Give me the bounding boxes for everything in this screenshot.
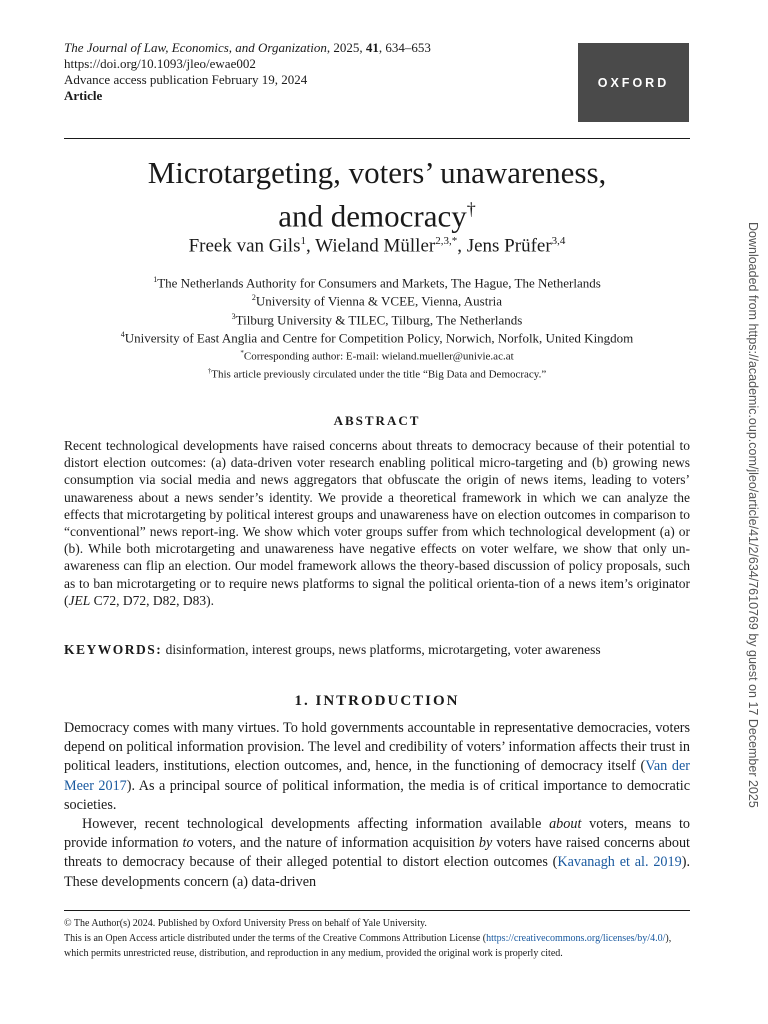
journal-volume: 41 (365, 40, 379, 55)
journal-year: , 2025, (326, 40, 366, 55)
oxford-logo[interactable]: OXFORD (578, 43, 689, 122)
author-separator: , (457, 235, 467, 257)
section-heading-introduction: 1. INTRODUCTION (294, 693, 460, 709)
citation-link[interactable]: Kavanagh et al. 2019 (557, 854, 682, 871)
affiliations (64, 272, 690, 345)
abstract-body: Recent technological developments have raised concerns about threats to democracy because of their potential to distort election outcomes: (a) data-driven voter research enabling political micro-targeting and (b) growing news consumption via social media and news aggregators that obfuscate the origin of news items, leading to voters’ unawareness about a news sender’s identity. We provide a theoretical framework in which we can analyze the effects that microtargeting by political interest groups and unawareness have on election outcomes in comparison to “conventional” news report-ing. We show which voter groups suffer from which technological development (a) or (b). While both microtargeting and unawareness have negative effects on voter welfare, we show that only un-awareness can flip an election. Our model framework allows the theory-based discussion of policy proposals, such as to ban microtargeting or to require news platforms to signal the political orienta-tion of a news item’s originator ( (64, 438, 690, 608)
copyright-notice: © The Author(s) 2024. Published by Oxford University Press on behalf of Yale University. (64, 918, 427, 929)
affiliation-2-mark: 2 (251, 293, 256, 303)
corresponding-mark: * (240, 349, 244, 357)
license-text: This is an Open Access article distributed under the terms of the Creative Commons Attribution License ( (64, 933, 487, 944)
title-line-2-text: and democracy (278, 198, 467, 234)
doi-link[interactable]: https://doi.org/10.1093/jleo/ewae002 (64, 56, 256, 71)
article-type: Article (64, 88, 103, 103)
intro-p2-text-c: voters, and the nature of information acquisition (193, 835, 479, 852)
affiliation-1-text: The Netherlands Authority for Consumers and Markets, The Hague, The Netherlands (157, 275, 601, 291)
license-text-end: ), which permits unrestricted reuse, distribution, and reproduction in any medium, provided the original work is properly cited. (64, 933, 672, 959)
abstract-heading: ABSTRACT (333, 413, 421, 428)
abstract-text (64, 437, 690, 609)
journal-pages: , 634–653 (378, 40, 431, 55)
title-footnote-mark[interactable]: † (466, 199, 476, 219)
corresponding-text[interactable]: Corresponding author: E-mail: wieland.mueller@univie.ac.at (243, 350, 514, 363)
license-link[interactable]: https://creativecommons.org/licenses/by/4.0/ (486, 933, 666, 944)
intro-paragraph-1 (64, 719, 690, 815)
corresponding-author-note (64, 346, 690, 364)
jel-label: JEL (68, 592, 91, 608)
author-separator: , (305, 235, 316, 257)
author-2-affil: 2,3,* (435, 235, 458, 247)
previous-title-text: This article previously circulated under the title “Big Data and Democracy.” (211, 368, 547, 381)
intro-p1-text-end: ). As a principal source of political information, the media is of critical importance to democratic societies. (64, 777, 691, 813)
previous-title-mark: † (207, 366, 212, 375)
intro-p1-text: Democracy comes with many virtues. To hold governments accountable in representative democracies, voters depend on political information provision. The level and credibility of voters’ information affects their trust in political leaders, institutions, election outcomes, and, hence, in the functioning of democracy itself ( (64, 720, 690, 775)
intro-paragraph-2 (64, 815, 690, 892)
introduction-body (64, 719, 690, 892)
author-1[interactable]: Freek van Gils (188, 235, 301, 257)
affiliation-1 (64, 272, 690, 290)
author-3[interactable]: Jens Prüfer (466, 235, 552, 257)
affiliation-3 (64, 309, 690, 327)
title-line-2 (64, 191, 690, 234)
license-footer (64, 916, 690, 961)
affiliation-4-text: University of East Anglia and Centre for Competition Policy, Norwich, Norfolk, United Kingdom (124, 330, 634, 346)
author-3-affil: 3,4 (551, 235, 566, 247)
license-notice (64, 931, 690, 961)
article-title (64, 155, 690, 234)
author-1-affil: 1 (300, 235, 306, 247)
emphasis-to: to (182, 835, 194, 852)
emphasis-by: by (478, 835, 493, 852)
footer-divider (64, 910, 690, 911)
jel-codes: C72, D72, D82, D83). (90, 592, 214, 608)
author-2[interactable]: Wieland Müller (315, 235, 436, 257)
download-watermark: Downloaded from https://academic.oup.com/jleo/article/41/2/634/7610769 by guest on 17 December 2025 (746, 222, 760, 808)
author-notes (64, 346, 690, 381)
keywords (64, 641, 690, 658)
author-list (64, 235, 690, 257)
emphasis-about: about (549, 816, 582, 833)
affiliation-2 (64, 290, 690, 308)
affiliation-4-mark: 4 (120, 329, 125, 339)
intro-p2-text: However, recent technological developments affecting information available (82, 816, 550, 833)
journal-name: The Journal of Law, Economics, and Organization (64, 40, 327, 55)
journal-citation (64, 40, 431, 56)
title-line-1: Microtargeting, voters’ unawareness, (147, 155, 607, 190)
header-divider (64, 138, 690, 139)
keywords-label: KEYWORDS: (64, 642, 163, 657)
intro-p2-text-e: ). These developments concern (a) data-driven (64, 854, 690, 890)
affiliation-1-mark: 1 (153, 275, 158, 284)
article-meta (64, 40, 431, 104)
citation-link[interactable]: Van der Meer 2017 (64, 758, 690, 794)
affiliation-3-mark: 3 (231, 311, 236, 321)
intro-p2-text-b: voters, means to provide information (64, 816, 690, 852)
keywords-list: disinformation, interest groups, news platforms, microtargeting, voter awareness (162, 642, 601, 657)
publication-date: Advance access publication February 19, 2024 (64, 72, 308, 87)
intro-p2-text-d: voters have raised concerns about threats to democracy because of their alleged potential to distort election outcomes ( (64, 835, 690, 871)
affiliation-3-text: Tilburg University & TILEC, Tilburg, The Netherlands (235, 311, 523, 327)
affiliation-2-text: University of Vienna & VCEE, Vienna, Austria (255, 293, 503, 309)
previous-title-note (64, 364, 690, 382)
affiliation-4 (64, 327, 690, 345)
